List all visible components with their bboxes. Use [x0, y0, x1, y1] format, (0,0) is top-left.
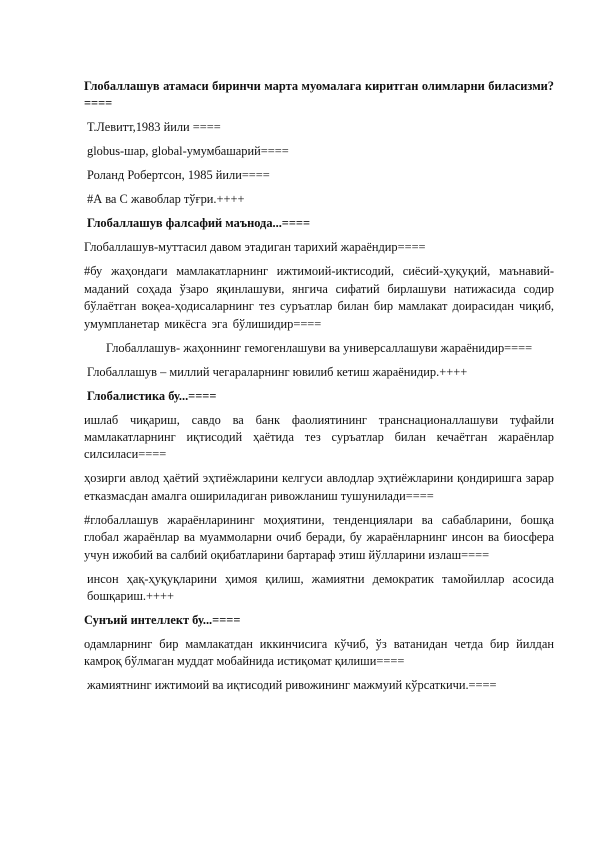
answer-line: globus-шар, global-умумбашарий====	[87, 144, 289, 159]
answer-paragraph: инсон ҳақ-ҳуқуқларини ҳимоя қилиш, жамиятни демократик тамойиллар асосида бошқариш.++++	[87, 571, 554, 604]
answer-paragraph: #бу жаҳондаги мамлакатларнинг ижтимоий-иктисодий, сиёсий-ҳуқуқий, маънавий-маданий соҳада ўзаро яқинлашуви, янгича сифатий бирлашуви натижасида содир бўлаётган воқеа-ҳодисаларнинг тез суръатлар билан бир мамлакат доирасидан чиқиб, умумпланетар микёсга эга бўлишидир====	[84, 264, 554, 331]
answer-line: #А ва С жавоблар тўғри.++++	[87, 192, 245, 207]
answer-line: Глобаллашув – миллий чегараларнинг ювилиб кетиш жараёнидир.++++	[87, 364, 468, 379]
answer-line: жамиятнинг ижтимоий ва иқтисодий ривожининг мажмуий кўрсаткичи.====	[87, 678, 497, 693]
answer-line: Роланд Робертсон, 1985 йили====	[87, 168, 270, 183]
question-heading-1: Глобаллашув атамаси биринчи марта муомалага киритган олимларни биласизми?====	[84, 79, 554, 111]
answer-paragraph: одамларнинг бир мамлакатдан иккинчисига кўчиб, ўз ватанидан четда бир йилдан камроқ бўлмаган муддат мобайнида истиқомат қилиши====	[84, 637, 554, 669]
question-heading-3: Глобалистика бу...====	[87, 388, 217, 403]
question-heading-4: Сунъий интеллект бу...====	[84, 613, 241, 628]
document-page	[84, 78, 554, 701]
answer-paragraph: ишлаб чиқариш, савдо ва банк фаолиятининг транснационаллашуви туфайли мамлакатларнинг иқтисодий ҳаётида тез суръатлар билан кечаётган жараёнлар силсиласи====	[84, 412, 554, 462]
answer-line: Т.Левитт,1983 йили ====	[87, 120, 221, 135]
answer-paragraph: Глобаллашув- жаҳоннинг гемогенлашуви ва универсаллашуви жараёнидир====	[106, 340, 533, 355]
answer-paragraph: ҳозирги авлод ҳаётий эҳтиёжларини келгуси авлодлар эҳтиёжларини қондиришга зарар етказмасдан амалга ошириладиган ривожланиш тушунилади====	[84, 471, 554, 503]
question-heading-2: Глобаллашув фалсафий маънода...====	[87, 216, 311, 231]
answer-paragraph: #глобаллашув жараёнларининг моҳиятини, тенденциялари ва сабабларини, бошқа глобал жараёнлар ва муаммоларни очиб беради, бу жараёнларнинг инсон ва биосфера учун ижобий ва салбий оқибатларини бартараф этиш йўлларини излаш====	[84, 512, 554, 562]
answer-line: Глобаллашув-муттасил давом этадиган тарихий жараёндир====	[84, 240, 426, 255]
